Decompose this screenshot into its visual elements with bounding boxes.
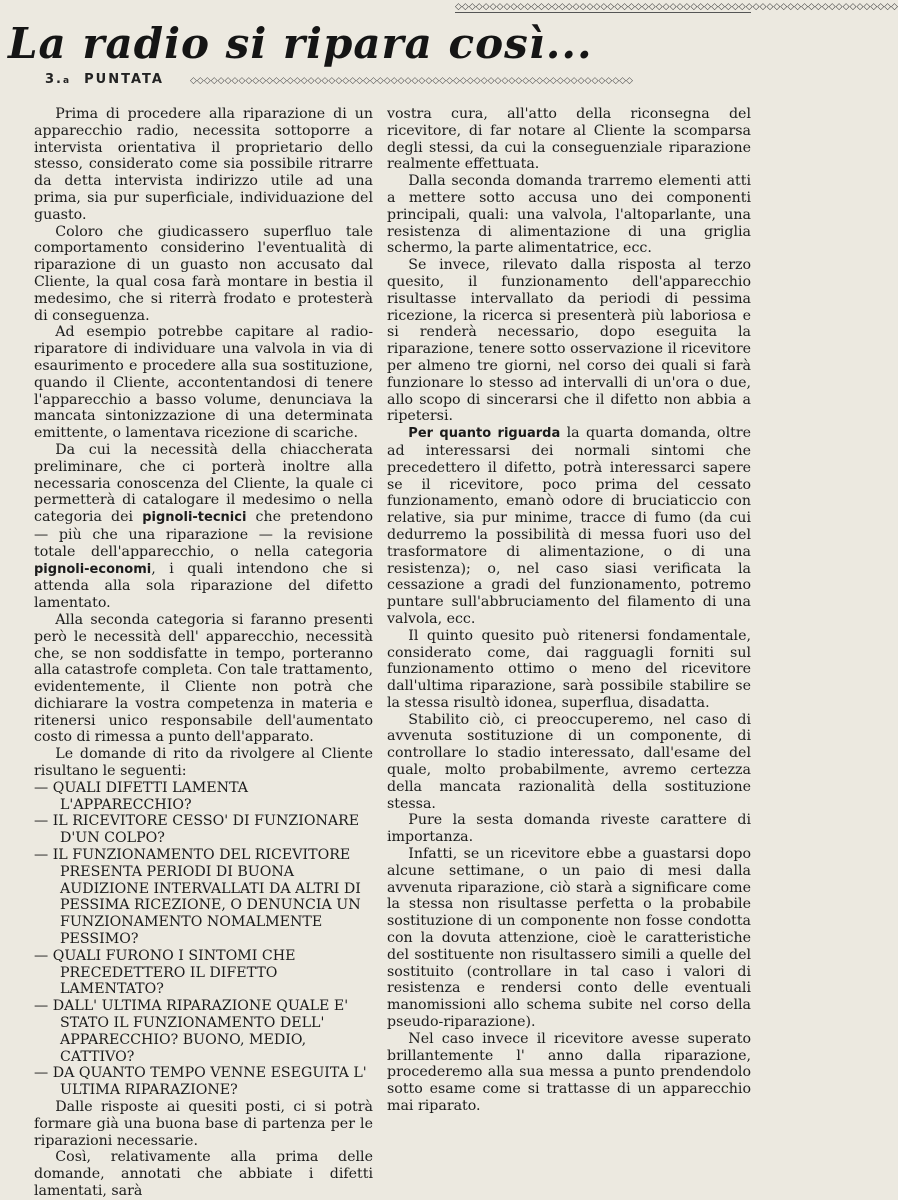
question-item: — QUALI FURONO I SINTOMI CHE PRECEDETTERO IL DIFETTO LAMENTATO? (34, 947, 296, 998)
episode-number: 3. (45, 72, 63, 87)
paragraph: Stabilito ciò, ci preoccuperemo, nel caso di avvenuta sostituzione di un componente, di controllare lo stadio interessato, dall'esame del quale, molto probabilmente, avremo certezza della mancata razionalità della sostituzione stessa. (387, 711, 751, 812)
paragraph (387, 425, 751, 628)
bold-lead: Per quanto riguarda (408, 426, 561, 442)
paragraph: Il quinto quesito può ritenersi fondamentale, considerato come, dai ragguagli forniti sul funzionamento ottimo o meno del ricevitore dall'ultima riparazione, sarà possibile stabilire se la stessa risultò idonea, superflua, disadatta. (387, 627, 751, 711)
right-column (387, 106, 751, 1115)
question-item: — QUALI DIFETTI LAMENTA L'APPARECCHIO? (34, 779, 249, 813)
question-item: — IL FUNZIONAMENTO DEL RICEVITORE PRESENTA PERIODI DI BUONA AUDIZIONE INTERVALLATI DA ALTRI DI PESSIMA RICEZIONE, O DENUNCIA UN FUNZIONAMENTO NOMALMENTE PESSIMO? (34, 847, 361, 948)
question-item: — DALL' ULTIMA RIPARAZIONE QUALE E' STATO IL FUNZIONAMENTO DELL' APPARECCHIO? BUONO, MEDIO, CATTIVO? (34, 998, 349, 1065)
paragraph: Le domande di rito da rivolgere al Cliente risultano le seguenti: (34, 746, 373, 780)
subtitle-ornament: ◇◇◇◇◇◇◇◇◇◇◇◇◇◇◇◇◇◇◇◇◇◇◇◇◇◇◇◇◇◇◇◇◇◇◇◇◇◇◇◇◇◇◇◇◇◇◇◇◇◇◇◇◇◇◇◇◇◇◇◇◇◇◇◇ (190, 76, 633, 86)
episode-label (45, 72, 164, 87)
question-item: — IL RICEVITORE CESSO' DI FUNZIONARE D'UN COLPO? (34, 813, 360, 847)
paragraph: Infatti, se un ricevitore ebbe a guastarsi dopo alcune settimane, o un paio di mesi dalla avvenuta riparazione, ciò starà a significare come la stessa non risultasse perfetta o la probabile sostituzione di un componente non fosse condotta con la dovuta attenzione, cioè le caratteristiche del sostituente non risultassero simili a quelle del sostituito (controllare in tal caso i valori di resistenza e rendersi conto delle eventuali manomissioni allo schema subite nel corso della pseudo-riparazione). (387, 846, 751, 1031)
bold-term: pignoli-tecnici (142, 510, 247, 526)
bold-term: pignoli-economi (34, 561, 152, 577)
paragraph: Prima di procedere alla riparazione di un apparecchio radio, necessita sottoporre a intervista orientativa il proprietario dello stesso, considerato come sia possibile ritrarre da detta intervista indirizzo utile ad una prima, sia pur superficiale, individuazione del guasto. (34, 106, 373, 223)
paragraph: vostra cura, all'atto della riconsegna del ricevitore, di far notare al Cliente la scomparsa degli stessi, da cui la conseguenziale riparazione realmente effettuata. (387, 106, 751, 173)
top-rule (455, 12, 751, 13)
text-run: la quarta domanda, oltre ad interessarsi dei normali sintomi che precedettero il difetto, potrà interessarci sapere se il ricevitore, poco prima del cessato funzionamento, emanò odore di bruciaticcio con relative, sia pur minime, tracce di fumo (da cui dedurremo la possibilità di messa fuori uso del trasformatore di alimentazione, o di una resistenza); o, nel caso siasi verificata la cessazione a gradi del funzionamento, potremo puntare sull'abbruciamento del filamento di una valvola, ecc. (387, 425, 752, 627)
paragraph: Alla seconda categoria si faranno presenti però le necessità dell' apparecchio, necessità che, se non soddisfatte in tempo, porteranno alla catastrofe completa. Con tale trattamento, evidentemente, il Cliente non potrà che dichiarare la vostra competenza in materia e ritenersi unico responsabile dell'aumentato costo di rimessa a punto dell'apparato. (34, 611, 373, 746)
paragraph: Dalla seconda domanda trarremo elementi atti a mettere sotto accusa uno dei componenti principali, quali: una valvola, l'altoparlante, una resistenza di alimentazione di una griglia schermo, la parte alimentatrice, ecc. (387, 173, 751, 257)
episode-ordinal: a (62, 76, 72, 86)
paragraph: Ad esempio potrebbe capitare al radio-riparatore di individuare una valvola in via di esaurimento e procedere alla sua sostituzione, quando il Cliente, accontentandosi di tenere l'apparecchio a basso volume, denunciava la mancata sintonizzazione di una determinata emittente, o lamentava ricezione di scariche. (34, 324, 373, 442)
text-run: , i quali intendono che si attenda alla sola riparazione del difetto lamentato. (34, 560, 373, 612)
episode-word: PUNTATA (84, 72, 164, 87)
left-column (34, 106, 373, 1200)
paragraph: Nel caso invece il ricevitore avesse superato brillantemente l' anno dalla riparazione, procederemo alla sua messa a punto prendendolo sotto esame come si trattasse di un apparecchio mai riparato. (387, 1030, 751, 1115)
top-ornament: ◇◇◇◇◇◇◇◇◇◇◇◇◇◇◇◇◇◇◇◇◇◇◇◇◇◇◇◇◇◇◇◇◇◇◇◇◇◇◇◇◇◇◇◇◇◇◇◇◇◇◇◇◇◇◇◇◇◇◇◇◇◇◇◇ (455, 2, 898, 12)
paragraph: Dalle risposte ai quesiti posti, ci si potrà formare già una buona base di partenza per le riparazioni necessarie. (34, 1099, 373, 1149)
article-title: La radio si ripara così... (8, 19, 593, 68)
paragraph: Se invece, rilevato dalla risposta al terzo quesito, il funzionamento dell'apparecchio risultasse intervallato da periodi di pessima ricezione, la ricerca si presenterà più laboriosa e si renderà necessario, dopo eseguita la riparazione, tenere sotto osservazione il ricevitore per almeno tre giorni, nel corso dei quali si farà funzionare lo stesso ad intervalli di un'ora o due, allo scopo di sincerarsi che il difetto non abbia a ripetersi. (387, 257, 751, 425)
text-run: Da cui la necessità della chiaccherata preliminare, che ci porterà inoltre alla necessaria conoscenza del Cliente, la quale ci permetterà di catalogare il medesimo o nella categoria dei (34, 441, 373, 526)
paragraph: Pure la sesta domanda riveste carattere di importanza. (387, 812, 751, 846)
paragraph (34, 442, 373, 612)
paragraph: Così, relativamente alla prima delle domande, annotati che abbiate i difetti lamentati, sarà (34, 1149, 373, 1199)
text-run: che pretendono — più che una riparazione — la revisione totale dell'apparecchio, o nella categoria (34, 509, 373, 560)
paragraph: Coloro che giudicassero superfluo tale comportamento considerino l'eventualità di riparazione di un guasto non accusato dal Cliente, la qual cosa farà montare in bestia il medesimo, che si riterrà frodato e protesterà di conseguenza. (34, 223, 373, 324)
question-item: — DA QUANTO TEMPO VENNE ESEGUITA L' ULTIMA RIPARAZIONE? (34, 1065, 367, 1099)
